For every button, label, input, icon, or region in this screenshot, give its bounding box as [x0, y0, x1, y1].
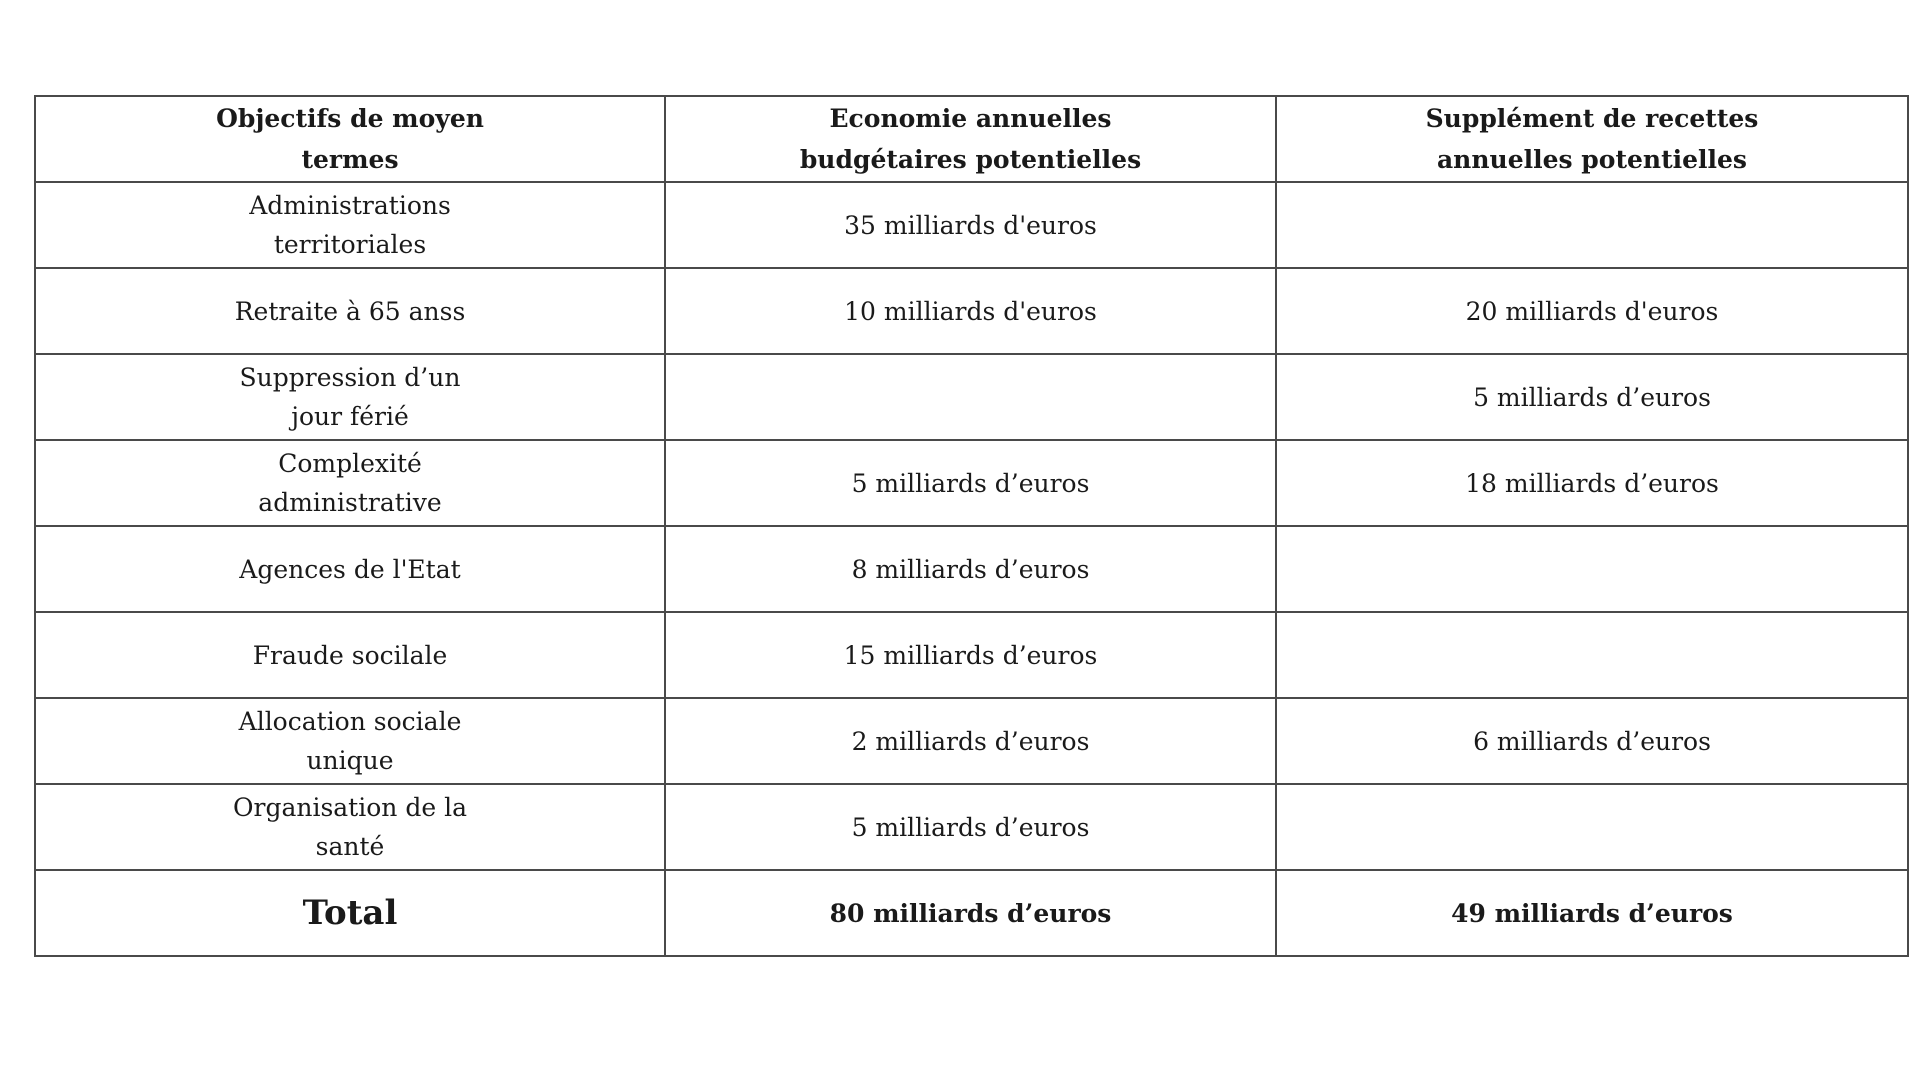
objective-line: Retraite à 65 anss	[234, 296, 466, 326]
revenue-cell: 5 milliards d’euros	[1276, 354, 1908, 440]
revenue-cell: 20 milliards d'euros	[1276, 268, 1908, 354]
revenue-cell	[1276, 182, 1908, 268]
header-revenue-line-1: Supplément de recettes	[1425, 104, 1759, 133]
savings-cell: 5 milliards d’euros	[665, 440, 1276, 526]
table-row	[35, 268, 1908, 354]
objective-line: Allocation sociale	[238, 707, 462, 736]
objective-line: Suppression d’un	[239, 363, 461, 392]
objective-line: administrative	[258, 488, 442, 517]
objective-line: jour férié	[291, 402, 409, 431]
objective-cell	[35, 612, 665, 698]
header-savings-line-1: Economie annuelles	[829, 104, 1112, 133]
table-row	[35, 354, 1908, 440]
header-objectives-line-1: Objectifs de moyen	[216, 104, 484, 133]
header-objectives-line-2: termes	[301, 145, 399, 174]
objective-cell	[35, 182, 665, 268]
header-revenue	[1276, 96, 1908, 182]
revenue-cell: 18 milliards d’euros	[1276, 440, 1908, 526]
table-row	[35, 784, 1908, 870]
savings-cell: 35 milliards d'euros	[665, 182, 1276, 268]
objective-cell	[35, 354, 665, 440]
revenue-cell: 6 milliards d’euros	[1276, 698, 1908, 784]
objective-line: Complexité	[278, 449, 422, 478]
savings-cell: 15 milliards d’euros	[665, 612, 1276, 698]
objective-cell	[35, 440, 665, 526]
revenue-cell	[1276, 784, 1908, 870]
total-row	[35, 870, 1908, 956]
header-savings	[665, 96, 1276, 182]
objective-line: Organisation de la	[233, 793, 467, 822]
table-row	[35, 526, 1908, 612]
total-revenue: 49 milliards d’euros	[1276, 870, 1908, 956]
savings-cell: 8 milliards d’euros	[665, 526, 1276, 612]
savings-cell	[665, 354, 1276, 440]
objective-cell	[35, 526, 665, 612]
table-row	[35, 182, 1908, 268]
savings-cell: 10 milliards d'euros	[665, 268, 1276, 354]
objective-cell	[35, 784, 665, 870]
total-savings: 80 milliards d’euros	[665, 870, 1276, 956]
savings-cell: 2 milliards d’euros	[665, 698, 1276, 784]
objective-line: territoriales	[273, 230, 427, 259]
header-savings-line-2: budgétaires potentielles	[799, 145, 1142, 174]
table-row	[35, 612, 1908, 698]
savings-cell: 5 milliards d’euros	[665, 784, 1276, 870]
objective-cell	[35, 698, 665, 784]
objective-line: unique	[306, 746, 394, 775]
header-revenue-line-2: annuelles potentielles	[1436, 145, 1748, 174]
total-label: Total	[35, 870, 665, 956]
objective-line: Agences de l'Etat	[239, 554, 461, 584]
table-row	[35, 440, 1908, 526]
header-objectives	[35, 96, 665, 182]
objective-line: Administrations	[249, 191, 451, 220]
budget-table	[34, 95, 1909, 957]
revenue-cell	[1276, 612, 1908, 698]
table-row	[35, 698, 1908, 784]
revenue-cell	[1276, 526, 1908, 612]
objective-cell	[35, 268, 665, 354]
header-row	[35, 96, 1908, 182]
objective-line: santé	[315, 832, 385, 861]
objective-line: Fraude socilale	[252, 640, 448, 670]
